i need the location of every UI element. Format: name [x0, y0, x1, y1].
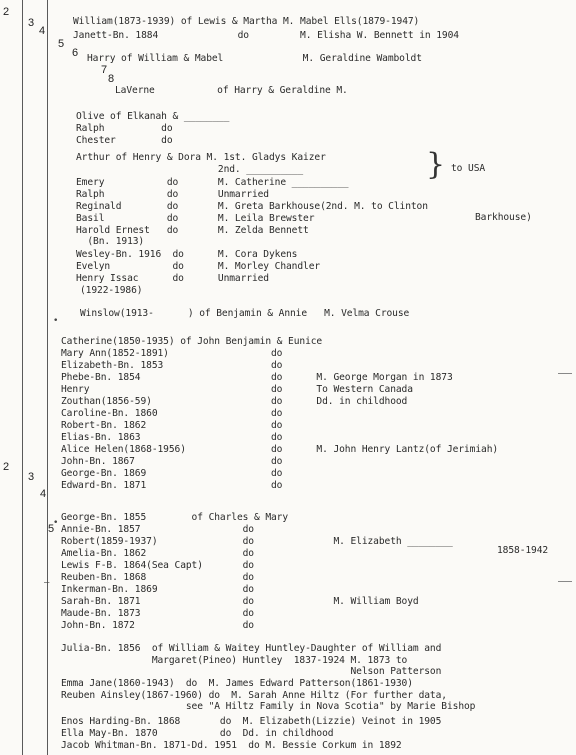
right-brace: }	[426, 147, 446, 182]
record-line: Ralph do	[76, 123, 173, 134]
margin-number: 3	[28, 17, 35, 29]
record-line: Caroline-Bn. 1860 do	[61, 408, 283, 419]
record-line: LaVerne of Harry & Geraldine M.	[115, 85, 348, 96]
record-line: Phebe-Bn. 1854 do M. George Morgan in 1873	[61, 372, 453, 383]
record-line: George-Bn. 1855 of Charles & Mary	[61, 512, 289, 523]
record-line: Henry do To Western Canada	[61, 384, 413, 395]
record-line: Harry of William & Mabel M. Geraldine Wamboldt	[87, 53, 422, 64]
record-line: Margaret(Pineo) Huntley 1837-1924 M. 1873 to	[61, 655, 408, 666]
record-line: John-Bn. 1867 do	[61, 456, 283, 467]
side-note: Barkhouse)	[475, 212, 532, 223]
record-line: Catherine(1850-1935) of John Benjamin & Eunice	[61, 336, 323, 347]
record-line: William(1873-1939) of Lewis & Martha M. Mabel Ells(1879-1947)	[73, 16, 420, 27]
record-line: Emery do M. Catherine __________	[76, 177, 349, 188]
record-line: Reginald do M. Greta Barkhouse(2nd. M. to Clinton	[76, 201, 428, 212]
record-line: Robert-Bn. 1862 do	[61, 420, 283, 431]
record-line: John-Bn. 1872 do	[61, 620, 254, 631]
record-line: Maude-Bn. 1873 do	[61, 608, 254, 619]
record-line: Julia-Bn. 1856 of William & Waitey Huntley-Daughter of William and	[61, 643, 442, 654]
record-line: Elizabeth-Bn. 1853 do	[61, 360, 283, 371]
record-line: Amelia-Bn. 1862 do	[61, 548, 254, 559]
record-line: Annie-Bn. 1857 do	[61, 524, 254, 535]
bullet-mark: •	[53, 316, 59, 326]
record-line: George-Bn. 1869 do	[61, 468, 283, 479]
record-line: Alice Helen(1868-1956) do M. John Henry Lantz(of Jerimiah)	[61, 444, 499, 455]
record-line: Emma Jane(1860-1943) do M. James Edward Patterson(1861-1930)	[61, 678, 413, 689]
margin-rule-1	[22, 0, 23, 755]
record-line: see "A Hiltz Family in Nova Scotia" by Marie Bishop	[61, 701, 476, 712]
margin-rule-2	[47, 0, 48, 755]
record-line: Sarah-Bn. 1871 do M. William Boyd	[61, 596, 419, 607]
record-line: Arthur of Henry & Dora M. 1st. Gladys Kaizer	[76, 152, 326, 163]
dash-mark: –	[44, 578, 50, 588]
record-line: Robert(1859-1937) do M. Elizabeth ________	[61, 536, 453, 547]
margin-number: 5	[58, 38, 65, 50]
record-line: Evelyn do M. Morley Chandler	[76, 261, 321, 272]
record-line: 2nd. __________	[76, 164, 304, 175]
margin-number: 3	[28, 471, 35, 483]
margin-number: 6	[72, 47, 79, 59]
side-note: 1858-1942	[497, 545, 549, 556]
side-note: to USA	[451, 163, 486, 174]
record-line: Chester do	[76, 135, 173, 146]
margin-number: 5	[48, 523, 55, 535]
record-line: (1922-1986)	[80, 285, 143, 296]
record-line: Enos Harding-Bn. 1868 do M. Elizabeth(Lizzie) Veinot in 1905	[61, 716, 442, 727]
record-line: Ralph do Unmarried	[76, 189, 269, 200]
record-line: Mary Ann(1852-1891) do	[61, 348, 283, 359]
record-line: Inkerman-Bn. 1869 do	[61, 584, 254, 595]
record-line: Reuben Ainsley(1867-1960) do M. Sarah Anne Hiltz (For further data,	[61, 690, 447, 701]
margin-number: 4	[40, 488, 47, 500]
record-line: Reuben-Bn. 1868 do	[61, 572, 254, 583]
record-line: Henry Issac do Unmarried	[76, 273, 269, 284]
record-line: Nelson Patterson	[61, 666, 442, 677]
margin-number: 2	[3, 461, 10, 473]
margin-number: 4	[39, 25, 46, 37]
record-line: Ella May-Bn. 1870 do Dd. in childhood	[61, 728, 334, 739]
record-line: Wesley-Bn. 1916 do M. Cora Dykens	[76, 249, 298, 260]
bullet-mark: •	[53, 518, 59, 528]
record-line: Olive of Elkanah & ________	[76, 111, 230, 122]
record-line: (Bn. 1913)	[76, 236, 145, 247]
record-line: Elias-Bn. 1863 do	[61, 432, 283, 443]
record-line: Janett-Bn. 1884 do M. Elisha W. Bennett in 1904	[73, 30, 459, 41]
margin-number: 7	[101, 64, 108, 76]
margin-number: 8	[108, 73, 115, 85]
record-line: Basil do M. Leila Brewster	[76, 213, 315, 224]
record-line: Winslow(1913- ) of Benjamin & Annie M. Velma Crouse	[80, 308, 410, 319]
edge-mark	[558, 373, 572, 374]
record-line: Harold Ernest do M. Zelda Bennett	[76, 225, 309, 236]
edge-mark	[558, 581, 572, 582]
record-line: Lewis F-B. 1864(Sea Capt) do	[61, 560, 254, 571]
record-line: Edward-Bn. 1871 do	[61, 480, 283, 491]
record-line: Zouthan(1856-59) do Dd. in childhood	[61, 396, 408, 407]
margin-number: 2	[3, 6, 10, 18]
record-line: Jacob Whitman-Bn. 1871-Dd. 1951 do M. Bessie Corkum in 1892	[61, 740, 402, 751]
